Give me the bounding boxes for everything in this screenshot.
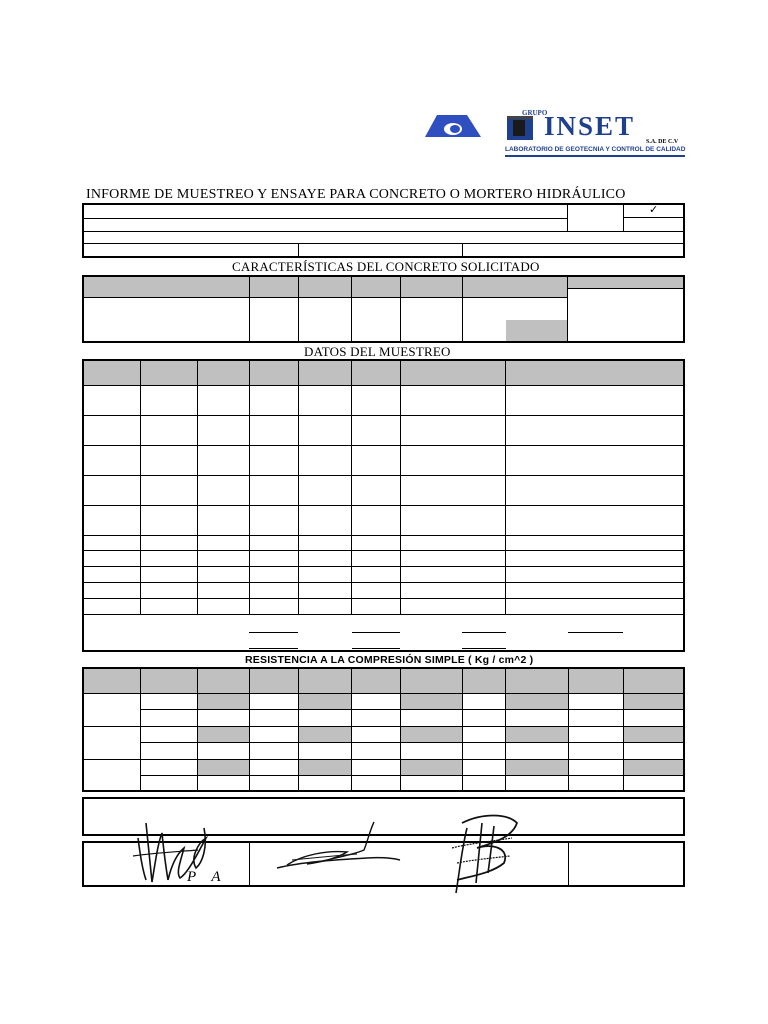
concrete-section-title: CARACTERÍSTICAS DEL CONCRETO SOLICITADO: [232, 259, 540, 274]
arch-emblem-icon: [423, 112, 483, 138]
table-rule: [83, 566, 684, 567]
signature-initials: P A: [187, 869, 227, 885]
table-rule: [249, 360, 250, 614]
table-rule: [249, 276, 250, 342]
shaded-cell: [198, 760, 249, 775]
table-rule: [351, 276, 352, 342]
shaded-cell: [506, 760, 568, 775]
table-rule: [462, 243, 463, 257]
table-rule: [623, 668, 624, 791]
shaded-cell: [198, 694, 249, 709]
table-rule: [298, 668, 299, 791]
table-rule: [83, 550, 684, 551]
table-rule: [462, 276, 463, 342]
signature-line: [352, 632, 400, 633]
sampling-header-row: [84, 361, 683, 385]
table-rule: [140, 360, 141, 614]
table-rule: [400, 276, 401, 342]
table-rule: [400, 360, 401, 614]
report-title: INFORME DE MUESTREO Y ENSAYE PARA CONCRETO O MORTERO HIDRÁULICO: [86, 187, 626, 202]
sampling-section-title: DATOS DEL MUESTREO: [304, 344, 451, 359]
table-rule: [249, 668, 250, 791]
shaded-cell: [198, 727, 249, 742]
signature-line: [249, 632, 298, 633]
logo-brand-name: INSET: [544, 111, 636, 141]
table-rule: [568, 288, 684, 289]
shaded-cell: [506, 727, 568, 742]
table-rule: [568, 668, 569, 791]
compression-section-title: RESISTENCIA A LA COMPRESIÓN SIMPLE ( Kg / cm^2 ): [245, 654, 534, 666]
checkmark-icon: ✓: [649, 204, 659, 216]
signature-2-icon: [272, 820, 407, 875]
logo-group-label: GRUPO: [522, 109, 548, 117]
table-rule: [197, 360, 198, 614]
shaded-cell: [506, 694, 568, 709]
logo-subtitle: LABORATORIO DE GEOTECNIA Y CONTROL DE CALIDAD: [505, 146, 686, 153]
signature-line: [462, 632, 506, 633]
signature-line: [352, 648, 400, 649]
table-rule: [568, 842, 569, 886]
table-rule: [351, 360, 352, 614]
table-rule: [83, 759, 684, 760]
table-rule: [140, 742, 684, 743]
table-rule: [83, 297, 568, 298]
table-rule: [140, 668, 141, 791]
table-rule: [83, 505, 684, 506]
table-rule: [83, 243, 684, 244]
shaded-cell: [401, 727, 462, 742]
signature-3-icon: [432, 808, 532, 898]
table-rule: [505, 668, 506, 791]
table-rule: [249, 842, 250, 886]
signature-line: [462, 648, 506, 649]
shaded-cell: [299, 760, 351, 775]
table-rule: [140, 709, 684, 710]
compression-header-row: [84, 669, 683, 693]
table-rule: [83, 385, 684, 386]
shaded-cell: [624, 727, 683, 742]
shaded-cell: [401, 760, 462, 775]
table-rule: [567, 204, 568, 231]
signature-line: [249, 648, 298, 649]
table-rule: [351, 668, 352, 791]
table-rule: [567, 276, 568, 342]
table-rule: [83, 475, 684, 476]
concrete-header-row: [84, 277, 567, 297]
signature-line: [568, 632, 623, 633]
table-rule: [298, 276, 299, 342]
concrete-header-right: [568, 277, 683, 288]
shaded-cell: [624, 694, 683, 709]
table-rule: [505, 360, 506, 614]
logo-underline: [505, 155, 685, 157]
table-rule: [83, 445, 684, 446]
shaded-cell: [624, 760, 683, 775]
concrete-shaded-cell: [506, 320, 567, 341]
table-rule: [140, 775, 684, 776]
table-rule: [83, 693, 684, 694]
table-rule: [83, 535, 684, 536]
shaded-cell: [299, 694, 351, 709]
shaded-cell: [401, 694, 462, 709]
table-rule: [298, 360, 299, 614]
shaded-cell: [299, 727, 351, 742]
table-rule: [83, 614, 684, 615]
table-rule: [83, 231, 684, 232]
table-rule: [83, 218, 568, 219]
table-rule: [623, 217, 684, 218]
table-rule: [83, 598, 684, 599]
table-rule: [197, 668, 198, 791]
table-rule: [462, 668, 463, 791]
table-rule: [400, 668, 401, 791]
table-rule: [298, 243, 299, 257]
table-rule: [83, 415, 684, 416]
table-rule: [83, 582, 684, 583]
logo-company-suffix: S.A. DE C.V: [646, 139, 679, 145]
table-rule: [83, 726, 684, 727]
